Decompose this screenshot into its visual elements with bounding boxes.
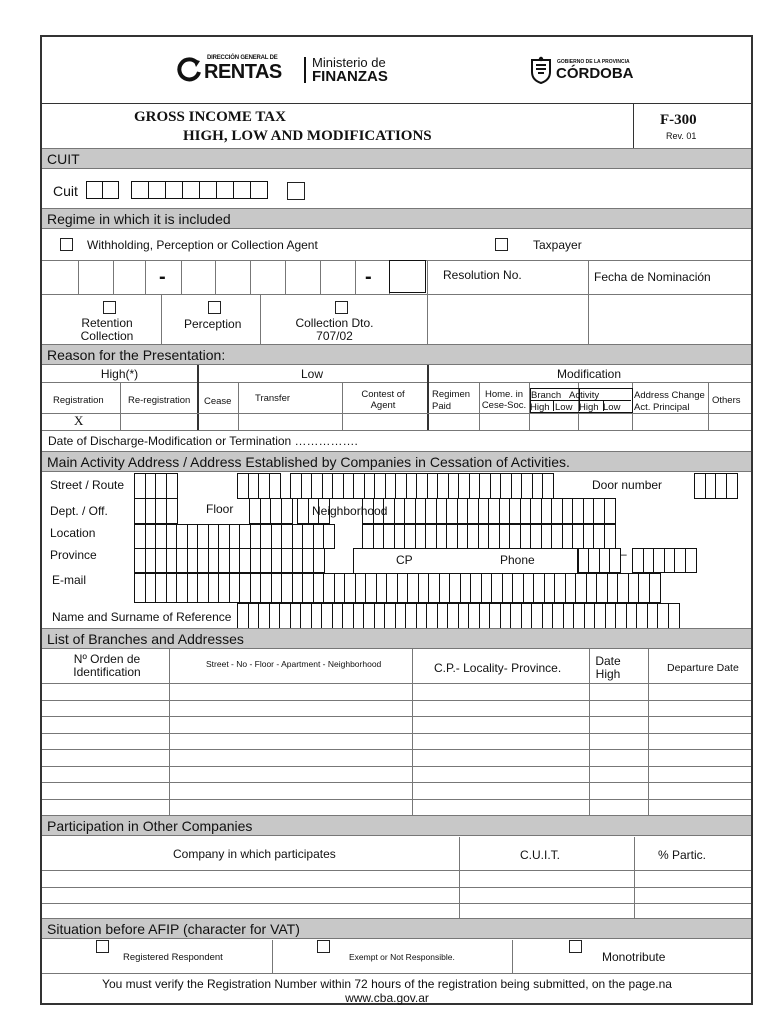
perception-checkbox[interactable] bbox=[208, 301, 221, 314]
branches-col-locality: C.P.- Locality- Province. bbox=[434, 661, 562, 675]
form-code: F-300 bbox=[660, 112, 697, 128]
reference-char-box[interactable] bbox=[668, 603, 680, 629]
cuit-number-boxes[interactable] bbox=[131, 181, 267, 199]
participation-col-divider bbox=[459, 837, 460, 919]
rentas-logo bbox=[175, 53, 400, 87]
street-label: Street / Route bbox=[50, 478, 125, 492]
cuit-check-digit-box[interactable] bbox=[287, 182, 305, 200]
resolution-label: Resolution No. bbox=[443, 268, 522, 282]
cp-label: CP bbox=[396, 553, 413, 567]
section-address: Main Activity Address / Address Established by Companies in Cessation of Activities. bbox=[42, 451, 751, 472]
monotribute-label: Monotribute bbox=[602, 950, 666, 964]
branches-row-line bbox=[42, 749, 751, 750]
perception-label: Perception bbox=[184, 317, 242, 331]
reference-label: Name and Surname of Reference bbox=[52, 610, 232, 624]
exempt-checkbox[interactable] bbox=[317, 940, 330, 953]
dept-label: Dept. / Off. bbox=[50, 504, 108, 518]
home-cese-label: Home. in Cese-Soc. bbox=[481, 389, 527, 411]
cordoba-small-text: GOBIERNO DE LA PROVINCIA bbox=[557, 59, 630, 65]
cease-label: Cease bbox=[204, 396, 232, 407]
province-char-box[interactable] bbox=[685, 548, 697, 573]
activity-high-label: High bbox=[579, 402, 599, 413]
participation-col-cuit: C.U.I.T. bbox=[520, 848, 561, 862]
activity-low-label: Low bbox=[603, 402, 621, 413]
rentas-title: RENTAS bbox=[204, 61, 282, 83]
cordoba-title: CÓRDOBA bbox=[556, 65, 634, 82]
branches-col-order: Nº Orden de Identification bbox=[73, 652, 141, 679]
cordoba-logo bbox=[529, 55, 639, 87]
section-cuit: CUIT bbox=[42, 148, 751, 169]
rentas-small-text: DIRECCIÓN GENERAL DE bbox=[207, 55, 278, 61]
form-title-line2: HIGH, LOW AND MODIFICATIONS bbox=[183, 128, 432, 144]
retention-checkbox[interactable] bbox=[103, 301, 116, 314]
section-afip: Situation before AFIP (character for VAT) bbox=[42, 918, 751, 939]
cordoba-shield-icon bbox=[529, 56, 553, 84]
section-participation: Participation in Other Companies bbox=[42, 815, 751, 836]
re-registration-label: Re-registration bbox=[128, 395, 191, 406]
others-label: Others bbox=[712, 395, 741, 406]
cuit-label: Cuit bbox=[53, 183, 78, 199]
dept-char-box[interactable] bbox=[166, 498, 178, 524]
branches-row-line bbox=[42, 700, 751, 701]
ministerio-text: Ministerio de bbox=[312, 55, 386, 70]
form-title-line1: GROSS INCOME TAX bbox=[134, 109, 286, 125]
retention-label: Retention Collection bbox=[80, 316, 134, 343]
agent-checkbox[interactable] bbox=[60, 238, 73, 251]
branches-row-line bbox=[42, 733, 751, 734]
registered-respondent-checkbox[interactable] bbox=[96, 940, 109, 953]
branches-col-date-high: Date High bbox=[595, 654, 621, 681]
agent-dash-2: - bbox=[365, 266, 372, 288]
branches-col-departure: Departure Date bbox=[667, 662, 739, 674]
high-group-label: High(*) bbox=[100, 367, 139, 381]
province-label: Province bbox=[50, 548, 97, 562]
nomination-label: Fecha de Nominación bbox=[594, 270, 711, 284]
collection-label: Collection Dto. 707/02 bbox=[295, 316, 374, 343]
location-char-box[interactable] bbox=[604, 524, 616, 549]
taxpayer-label: Taxpayer bbox=[533, 238, 582, 252]
agent-label: Withholding, Perception or Collection Agent bbox=[87, 238, 318, 252]
province-char-box[interactable] bbox=[313, 548, 325, 573]
transfer-label: Transfer bbox=[255, 393, 291, 404]
taxpayer-checkbox[interactable] bbox=[495, 238, 508, 251]
registration-mark[interactable]: X bbox=[74, 413, 84, 428]
finanzas-text: FINANZAS bbox=[312, 68, 388, 85]
contest-agent-label: Contest of Agent bbox=[361, 389, 405, 411]
branch-high-label: High bbox=[530, 402, 550, 413]
registration-label: Registration bbox=[53, 395, 104, 406]
dept-char-box[interactable] bbox=[604, 498, 616, 524]
street-char-box[interactable] bbox=[542, 473, 554, 499]
branches-col-street: Street - No - Floor - Apartment - Neighborhood bbox=[206, 659, 382, 669]
collection-checkbox[interactable] bbox=[335, 301, 348, 314]
participation-row-line bbox=[42, 887, 751, 888]
discharge-date-line[interactable]: Date of Discharge-Modification or Termination ……………. bbox=[48, 434, 358, 448]
participation-row-line bbox=[42, 870, 751, 871]
email-label: E-mail bbox=[52, 573, 87, 587]
branches-row-line bbox=[42, 799, 751, 800]
street-char-box[interactable] bbox=[166, 473, 178, 499]
dept-char-box[interactable] bbox=[281, 498, 293, 524]
participation-col-company: Company in which participates bbox=[173, 847, 336, 861]
address-change-label: Address Change Act. Principal bbox=[634, 390, 705, 413]
footer-note: You must verify the Registration Number within 72 hours of the registration being submitted, on the page.na www.cba.gov.ar bbox=[102, 977, 672, 1005]
floor-label: Floor bbox=[206, 502, 234, 516]
email-char-box[interactable] bbox=[649, 573, 661, 603]
cuit-prefix-boxes[interactable] bbox=[86, 181, 118, 199]
modification-group-label: Modification bbox=[556, 367, 622, 381]
branches-row-line bbox=[42, 716, 751, 717]
branch-low-label: Low bbox=[555, 402, 573, 413]
regimen-paid-label: Regimen Paid bbox=[432, 389, 471, 412]
section-branches: List of Branches and Addresses bbox=[42, 628, 751, 649]
participation-col-divider bbox=[634, 837, 635, 919]
neighborhood-label: Neighborhood bbox=[312, 504, 388, 518]
monotribute-checkbox[interactable] bbox=[569, 940, 582, 953]
activity-label: Activity bbox=[569, 390, 600, 401]
phone-label: Phone bbox=[500, 553, 535, 567]
logo-divider bbox=[304, 57, 306, 83]
branches-row-line bbox=[42, 683, 751, 684]
branches-row-line bbox=[42, 782, 751, 783]
branch-label: Branch bbox=[531, 390, 562, 401]
registered-respondent-label: Registered Respondent bbox=[123, 952, 223, 963]
participation-col-percent: % Partic. bbox=[658, 848, 707, 862]
location-label: Location bbox=[50, 526, 96, 540]
door-number-label: Door number bbox=[592, 478, 663, 492]
door-char-box[interactable] bbox=[726, 473, 738, 499]
form-revision: Rev. 01 bbox=[666, 131, 697, 141]
exempt-label: Exempt or Not Responsible. bbox=[349, 952, 455, 962]
location-char-box[interactable] bbox=[323, 524, 335, 549]
street-char-box[interactable] bbox=[269, 473, 281, 499]
participation-row-line bbox=[42, 903, 751, 904]
phone-dash: – bbox=[620, 547, 627, 561]
agent-dash-1: - bbox=[159, 266, 166, 288]
section-reason: Reason for the Presentation: bbox=[42, 344, 751, 365]
section-regime: Regime in which it is included bbox=[42, 208, 751, 229]
rentas-swirl-icon bbox=[175, 56, 203, 84]
cp-phone-box[interactable] bbox=[353, 548, 578, 574]
branches-row-line bbox=[42, 766, 751, 767]
f300-form bbox=[40, 35, 753, 1005]
low-group-label: Low bbox=[300, 367, 323, 381]
